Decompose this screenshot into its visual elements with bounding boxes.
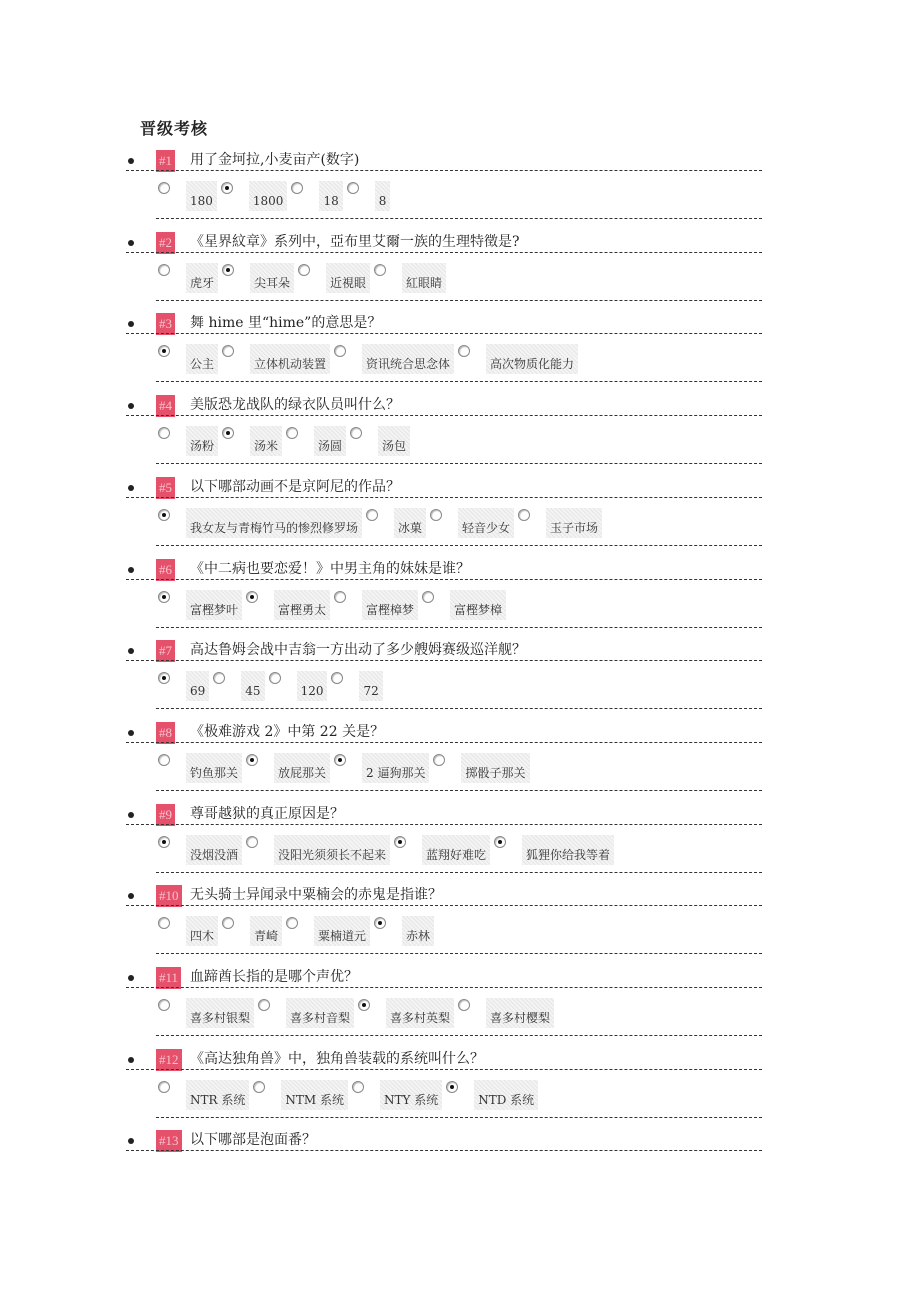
answer-option[interactable] [156, 590, 242, 620]
bullet-icon [128, 1057, 134, 1063]
answer-option-label: NTY 系统 [380, 1080, 442, 1110]
answer-option-label: 赤林 [402, 916, 434, 946]
answer-option-label: 汤粉 [186, 426, 218, 456]
question-number: #1 [156, 150, 175, 172]
radio-selected-icon[interactable] [158, 836, 170, 848]
bullet-icon [128, 812, 134, 818]
answer-option[interactable] [428, 508, 514, 538]
radio-icon[interactable] [291, 182, 303, 194]
answer-option-label: 汤包 [378, 426, 410, 456]
answer-option-label: 2 逼狗那关 [362, 753, 429, 783]
answer-option-label: 冰菓 [394, 508, 426, 538]
question-text: 以下哪部是泡面番？ [190, 1132, 316, 1148]
answer-options [156, 1080, 540, 1110]
question-number: #6 [156, 559, 175, 581]
bullet-icon [128, 321, 134, 327]
radio-icon[interactable] [222, 917, 234, 929]
answer-option[interactable] [156, 916, 218, 946]
radio-icon[interactable] [158, 917, 170, 929]
radio-selected-icon[interactable] [158, 672, 170, 684]
answer-option-label: 轻音少女 [458, 508, 514, 538]
radio-icon[interactable] [269, 672, 281, 684]
radio-icon[interactable] [350, 427, 362, 439]
answer-option-label: 玉子市场 [546, 508, 602, 538]
question-number: #8 [156, 722, 175, 744]
answer-option[interactable] [392, 835, 490, 865]
answer-option[interactable] [251, 1080, 348, 1110]
answer-option[interactable] [156, 998, 254, 1028]
answer-options [156, 835, 616, 865]
answer-options [156, 426, 412, 456]
answer-option-label: 汤米 [250, 426, 282, 456]
radio-icon[interactable] [158, 754, 170, 766]
question-text: 用了金坷拉,小麦亩产(数字) [190, 152, 360, 168]
answer-option[interactable] [356, 998, 454, 1028]
answer-options [156, 998, 556, 1028]
answer-option-label: 180 [186, 181, 217, 211]
answer-option[interactable] [329, 671, 382, 701]
question-divider [126, 1150, 762, 1151]
question-text: 高达鲁姆会战中吉翁一方出动了多少艘姆赛级巡洋舰？ [190, 642, 526, 658]
answer-option-label: NTD 系统 [474, 1080, 538, 1110]
radio-selected-icon[interactable] [334, 754, 346, 766]
answer-option[interactable] [156, 753, 242, 783]
answer-option[interactable] [256, 998, 354, 1028]
question-divider [126, 660, 762, 661]
radio-selected-icon[interactable] [222, 264, 234, 276]
question-text: 尊哥越狱的真正原因是？ [190, 806, 344, 822]
answer-option-label: 高次物质化能力 [486, 344, 578, 374]
bullet-icon [128, 158, 134, 164]
radio-selected-icon[interactable] [494, 836, 506, 848]
answer-option-label: 喜多村樱梨 [486, 998, 554, 1028]
answer-option[interactable] [156, 426, 218, 456]
options-divider [156, 953, 762, 954]
radio-icon[interactable] [286, 917, 298, 929]
answer-option[interactable] [350, 1080, 442, 1110]
answer-option-label: 120 [297, 671, 328, 701]
answer-option-label: NTM 系统 [281, 1080, 348, 1110]
answer-option-label: 四木 [186, 916, 218, 946]
options-divider [156, 790, 762, 791]
answer-option[interactable] [492, 835, 614, 865]
question-divider [126, 170, 762, 171]
radio-selected-icon[interactable] [221, 182, 233, 194]
options-divider [156, 627, 762, 628]
radio-icon[interactable] [213, 672, 225, 684]
answer-option[interactable] [296, 263, 370, 293]
answer-option-label: 近視眼 [326, 263, 370, 293]
bullet-icon [128, 1138, 134, 1144]
question-divider [126, 742, 762, 743]
answer-options [156, 590, 508, 620]
question-divider [126, 824, 762, 825]
question-divider [126, 252, 762, 253]
answer-option-label: 粟楠道元 [314, 916, 370, 946]
answer-option[interactable] [372, 916, 434, 946]
answer-options [156, 671, 385, 701]
answer-options [156, 344, 580, 374]
answer-option[interactable] [156, 1080, 249, 1110]
question-text: 血蹄酋长指的是哪个声优？ [190, 969, 358, 985]
answer-option[interactable] [244, 835, 390, 865]
answer-option-label: 虎牙 [186, 263, 218, 293]
answer-option-label: 喜多村银梨 [186, 998, 254, 1028]
options-divider [156, 381, 762, 382]
question-text: 《中二病也要恋爱！》中男主角的妹妹是谁？ [190, 561, 470, 577]
answer-option[interactable] [220, 916, 282, 946]
answer-option-label: 立体机动装置 [250, 344, 330, 374]
answer-option[interactable] [332, 753, 429, 783]
answer-option-label: 青崎 [250, 916, 282, 946]
radio-icon[interactable] [334, 345, 346, 357]
answer-option-label: 公主 [186, 344, 218, 374]
answer-option-label: 富樫梦樟 [450, 590, 506, 620]
answer-option-label: 富樫梦叶 [186, 590, 242, 620]
answer-option-label: 8 [375, 181, 391, 211]
question-text: 舞 hime 里“hime”的意思是？ [190, 315, 382, 331]
bullet-icon [128, 485, 134, 491]
radio-icon[interactable] [158, 999, 170, 1011]
answer-option-label: 喜多村英梨 [386, 998, 454, 1028]
answer-option[interactable] [156, 508, 362, 538]
answer-option-label: NTR 系统 [186, 1080, 249, 1110]
question-number: #9 [156, 804, 175, 826]
answer-option-label: 我女友与青梅竹马的惨烈修罗场 [186, 508, 362, 538]
question-number: #10 [156, 885, 182, 907]
bullet-icon [128, 240, 134, 246]
answer-option[interactable] [444, 1080, 538, 1110]
options-divider [156, 1035, 762, 1036]
options-divider [156, 872, 762, 873]
question-text: 无头骑士异闻录中粟楠会的赤鬼是指谁？ [190, 887, 442, 903]
answer-option-label: 紅眼睛 [402, 263, 446, 293]
answer-option-label: 蓝翔好难吃 [422, 835, 490, 865]
radio-selected-icon[interactable] [394, 836, 406, 848]
answer-option[interactable] [244, 590, 330, 620]
question-number: #12 [156, 1049, 182, 1071]
radio-selected-icon[interactable] [158, 509, 170, 521]
radio-icon[interactable] [374, 264, 386, 276]
answer-options [156, 916, 436, 946]
answer-option[interactable] [348, 426, 410, 456]
question-number: #2 [156, 232, 175, 254]
radio-selected-icon[interactable] [246, 591, 258, 603]
radio-icon[interactable] [158, 1081, 170, 1093]
answer-option[interactable] [156, 671, 209, 701]
question-text: 《星界紋章》系列中，亞布里艾爾一族的生理特徵是? [190, 234, 520, 250]
answer-option[interactable] [267, 671, 328, 701]
options-divider [156, 545, 762, 546]
answer-option[interactable] [516, 508, 602, 538]
bullet-icon [128, 403, 134, 409]
radio-icon[interactable] [366, 509, 378, 521]
radio-selected-icon[interactable] [158, 591, 170, 603]
radio-icon[interactable] [158, 264, 170, 276]
answer-option-label: 45 [241, 671, 264, 701]
answer-option[interactable] [364, 508, 426, 538]
answer-option-label: 尖耳朵 [250, 263, 294, 293]
question-divider [126, 579, 762, 580]
radio-icon[interactable] [158, 427, 170, 439]
answer-option[interactable] [211, 671, 264, 701]
answer-option-label: 资讯统合思念体 [362, 344, 454, 374]
answer-options [156, 508, 604, 538]
answer-option[interactable] [456, 998, 554, 1028]
answer-option[interactable] [431, 753, 529, 783]
question-text: 《极难游戏 2》中第 22 关是？ [190, 724, 385, 740]
answer-option-label: 69 [186, 671, 209, 701]
radio-icon[interactable] [347, 182, 359, 194]
answer-option[interactable] [289, 181, 342, 211]
answer-option[interactable] [156, 835, 242, 865]
radio-selected-icon[interactable] [222, 427, 234, 439]
answer-option-label: 富樫勇太 [274, 590, 330, 620]
question-text: 以下哪部动画不是京阿尼的作品？ [190, 479, 400, 495]
radio-icon[interactable] [158, 182, 170, 194]
bullet-icon [128, 567, 134, 573]
radio-icon[interactable] [246, 836, 258, 848]
answer-option-label: 72 [359, 671, 382, 701]
answer-option-label: 1800 [249, 181, 288, 211]
options-divider [156, 300, 762, 301]
question-number: #13 [156, 1130, 182, 1152]
question-number: #7 [156, 640, 175, 662]
radio-icon[interactable] [334, 591, 346, 603]
radio-selected-icon[interactable] [246, 754, 258, 766]
answer-option[interactable] [156, 344, 218, 374]
answer-option-label: 狐狸你给我等着 [522, 835, 614, 865]
question-divider [126, 1069, 762, 1070]
answer-option[interactable] [220, 426, 282, 456]
answer-option[interactable] [345, 181, 391, 211]
question-text: 《高达独角兽》中，独角兽装载的系统叫什么？ [190, 1051, 484, 1067]
question-number: #11 [156, 967, 181, 989]
page-title: 晋级考核 [140, 119, 209, 138]
question-divider [126, 497, 762, 498]
answer-option[interactable] [156, 181, 217, 211]
bullet-icon [128, 893, 134, 899]
radio-icon[interactable] [430, 509, 442, 521]
radio-selected-icon[interactable] [446, 1081, 458, 1093]
options-divider [156, 218, 762, 219]
radio-icon[interactable] [222, 345, 234, 357]
answer-option-label: 没烟没酒 [186, 835, 242, 865]
answer-option[interactable] [220, 344, 330, 374]
answer-option[interactable] [332, 590, 418, 620]
bullet-icon [128, 975, 134, 981]
radio-icon[interactable] [298, 264, 310, 276]
answer-option-label: 汤圆 [314, 426, 346, 456]
radio-icon[interactable] [422, 591, 434, 603]
question-number: #5 [156, 477, 175, 499]
question-number: #4 [156, 395, 175, 417]
bullet-icon [128, 648, 134, 654]
options-divider [156, 1117, 762, 1118]
question-divider [126, 987, 762, 988]
answer-option[interactable] [284, 916, 370, 946]
radio-icon[interactable] [331, 672, 343, 684]
answer-options [156, 263, 448, 293]
answer-option-label: 没阳光须须长不起来 [274, 835, 390, 865]
radio-icon[interactable] [258, 999, 270, 1011]
radio-icon[interactable] [518, 509, 530, 521]
question-divider [126, 333, 762, 334]
radio-selected-icon[interactable] [358, 999, 370, 1011]
question-text: 美版恐龙战队的绿衣队员叫什么？ [190, 397, 400, 413]
question-divider [126, 415, 762, 416]
answer-option[interactable] [220, 263, 294, 293]
answer-option-label: 富樫樟梦 [362, 590, 418, 620]
answer-option-label: 喜多村音梨 [286, 998, 354, 1028]
bullet-icon [128, 730, 134, 736]
answer-option[interactable] [284, 426, 346, 456]
options-divider [156, 463, 762, 464]
answer-option-label: 掷骰子那关 [461, 753, 529, 783]
answer-option[interactable] [219, 181, 288, 211]
answer-option[interactable] [244, 753, 330, 783]
radio-selected-icon[interactable] [374, 917, 386, 929]
radio-icon[interactable] [352, 1081, 364, 1093]
radio-icon[interactable] [286, 427, 298, 439]
answer-option-label: 钓鱼那关 [186, 753, 242, 783]
answer-option[interactable] [420, 590, 506, 620]
answer-options [156, 181, 392, 211]
question-number: #3 [156, 313, 175, 335]
answer-option[interactable] [332, 344, 454, 374]
answer-option-label: 18 [319, 181, 342, 211]
answer-option[interactable] [372, 263, 446, 293]
answer-options [156, 753, 532, 783]
radio-selected-icon[interactable] [158, 345, 170, 357]
options-divider [156, 708, 762, 709]
answer-option-label: 放屁那关 [274, 753, 330, 783]
radio-icon[interactable] [433, 754, 445, 766]
answer-option[interactable] [456, 344, 578, 374]
radio-icon[interactable] [458, 999, 470, 1011]
radio-icon[interactable] [458, 345, 470, 357]
question-divider [126, 905, 762, 906]
radio-icon[interactable] [253, 1081, 265, 1093]
answer-option[interactable] [156, 263, 218, 293]
